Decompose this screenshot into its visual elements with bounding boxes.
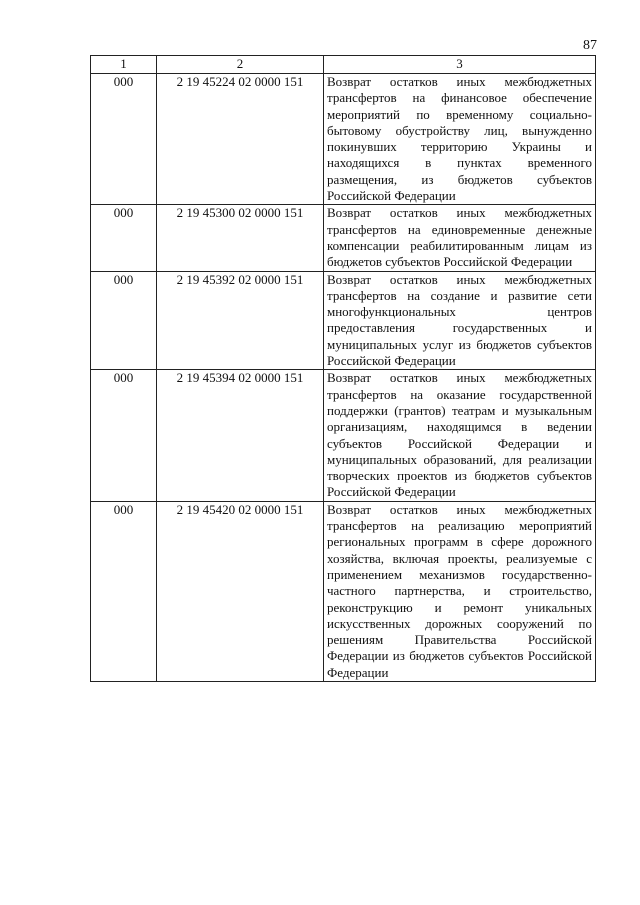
description-cell: Возврат остатков иных межбюджетных трансфертов на реализацию мероприятий региональных программ в сфере дорожного хозяйства, включая проекты, реализуемые с применением механизмов государственно-частного партнерства, и строительство, реконструкцию и ремонт уникальных искусственных дорожных сооружений по решениям Правительства Российской Федерации из бюджетов субъектов Российской Федерации <box>324 501 596 681</box>
table-row <box>91 74 596 205</box>
admin-code-cell: 000 <box>91 74 157 205</box>
table-row <box>91 271 596 370</box>
column-header-2: 2 <box>157 56 324 74</box>
budget-code-cell: 2 19 45420 02 0000 151 <box>157 501 324 681</box>
budget-code-cell: 2 19 45300 02 0000 151 <box>157 205 324 271</box>
admin-code-cell: 000 <box>91 501 157 681</box>
budget-code-table <box>90 55 596 682</box>
description-cell: Возврат остатков иных межбюджетных трансфертов на создание и развитие сети многофункциональных центров предоставления государственных и муниципальных услуг из бюджетов субъектов Российской Федерации <box>324 271 596 370</box>
column-header-3: 3 <box>324 56 596 74</box>
admin-code-cell: 000 <box>91 205 157 271</box>
description-cell: Возврат остатков иных межбюджетных трансфертов на финансовое обеспечение мероприятий по временному социально-бытовому обустройству лиц, вынужденно покинувших территорию Украины и находящихся в пунктах временного размещения, из бюджетов субъектов Российской Федерации <box>324 74 596 205</box>
description-cell: Возврат остатков иных межбюджетных трансфертов на единовременные денежные компенсации реабилитированным лицам из бюджетов субъектов Российской Федерации <box>324 205 596 271</box>
table-row <box>91 370 596 501</box>
table-row <box>91 205 596 271</box>
description-cell: Возврат остатков иных межбюджетных трансфертов на оказание государственной поддержки (грантов) театрам и музыкальным организациям, находящимся в ведении субъектов Российской Федерации и муниципальных образований, для реализации творческих проектов из бюджетов субъектов Российской Федерации <box>324 370 596 501</box>
admin-code-cell: 000 <box>91 370 157 501</box>
table-row <box>91 501 596 681</box>
admin-code-cell: 000 <box>91 271 157 370</box>
budget-code-cell: 2 19 45392 02 0000 151 <box>157 271 324 370</box>
column-header-1: 1 <box>91 56 157 74</box>
table-header-row <box>91 56 596 74</box>
budget-code-cell: 2 19 45394 02 0000 151 <box>157 370 324 501</box>
page-number: 87 <box>583 38 597 53</box>
budget-code-cell: 2 19 45224 02 0000 151 <box>157 74 324 205</box>
